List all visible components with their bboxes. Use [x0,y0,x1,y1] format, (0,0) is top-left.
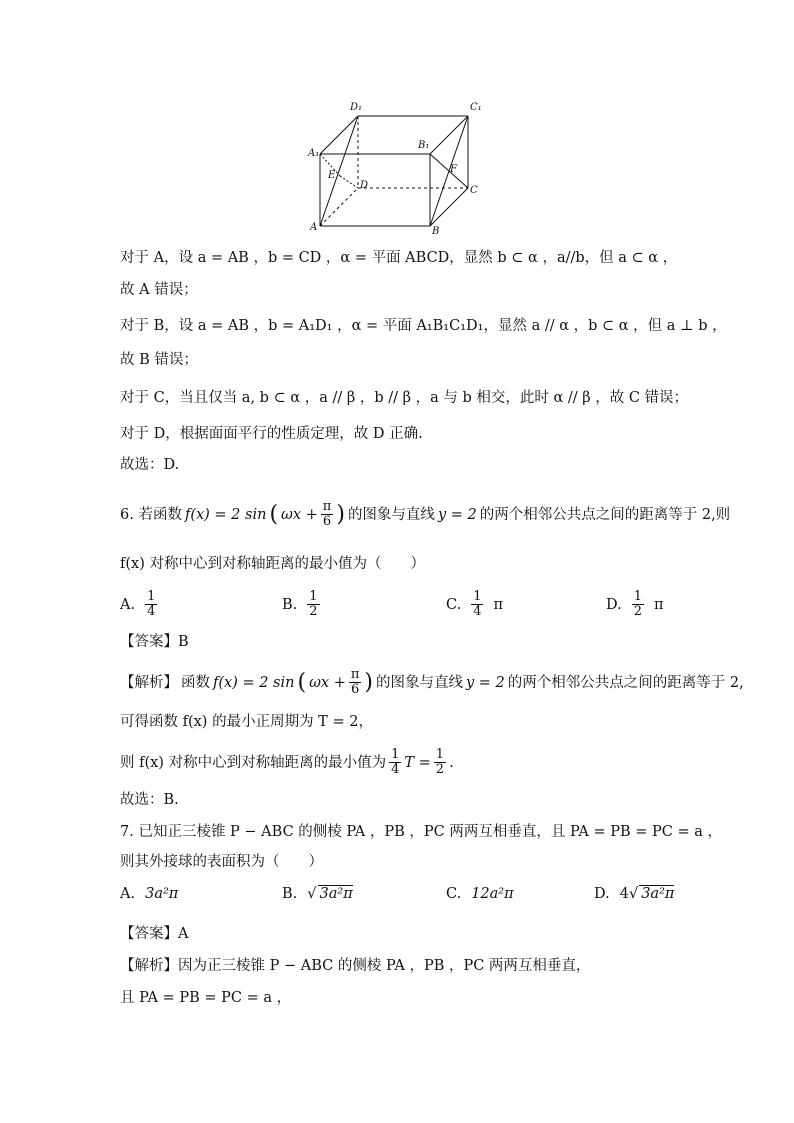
label-F: F [450,164,457,175]
cuboid-figure [300,98,500,238]
label-A: A [310,222,318,233]
q6-option-c: C. $\frac{1}{4}$ π [446,589,503,619]
q7-option-c: C. 12a²π [446,886,514,902]
q7-option-b: B. √ 3a²π [282,886,353,902]
q7-stem-line2: 则其外接球的表面积为（ ） [120,854,323,870]
label-D1: D₁ [350,102,363,113]
p5-option-b-conclusion: 故 B 错误； [120,352,198,368]
q6-option-b: B. $\frac{1}{2}$ [282,589,318,619]
q7-option-d: D. 4√ 3a²π [594,886,675,902]
q6-stem-line1: 6. 若函数 f(x) = 2 sin ( ωx + $\frac{\pi}{6}$ ) 的图象与直线 y = 2 的两个相邻公共点之间的距离等于 2,则 [120,499,731,529]
q7-options [120,886,680,914]
q7-answer: 【答案】A [120,926,189,942]
q6-analysis-line2: 可得函数 f(x) 的最小正周期为 T = 2， [120,714,373,730]
p5-option-a-text: 对于 A，设 a = AB ，b = CD ，α = 平面 ABCD，显然 b ⊂ α ，a//b，但 a ⊂ α ， [120,250,678,266]
label-B1: B₁ [418,140,430,151]
p5-option-d-text: 对于 D，根据面面平行的性质定理，故 D 正确. [120,426,423,442]
q7-option-a: A. 3a²π [120,886,179,902]
p5-option-c-text: 对于 C，当且仅当 a, b ⊂ α ，a // β ，b // β ，a 与 b 相交，此时 α // β ，故 C 错误； [120,390,689,406]
q6-option-d: D. $\frac{1}{2}$ π [606,589,664,619]
q6-pi-over-6: $\frac{\pi}{6}$ [322,499,332,529]
q6-options [120,590,680,618]
q7-stem-line1: 7. 已知正三棱锥 P − ABC 的侧棱 PA ，PB ，PC 两两互相垂直，且 PA = PB = PC = a ， [120,824,722,840]
q6-analysis-line1: 【解析】 函数 f(x) = 2 sin ( ωx + $\frac{\pi}{6}$ ) 的图象与直线 y = 2 的两个相邻公共点之间的距离等于 2, [120,667,744,697]
q6-analysis-line3: 则 f(x) 对称中心到对称轴距离的最小值为 $\frac{1}{4}$ T = $\frac{1}{2}$ . [120,747,454,777]
label-D: D [360,180,369,191]
p5-option-a-conclusion: 故 A 错误； [120,282,198,298]
q6-answer: 【答案】B [120,634,189,650]
q6-choose: 故选：B. [120,792,179,808]
label-B: B [432,226,440,237]
label-A1: A₁ [308,148,320,159]
label-C1: C₁ [470,102,482,113]
label-E: E [328,170,336,181]
label-C: C [470,185,478,196]
q6-stem-line2: f(x) 对称中心到对称轴距离的最小值为（ ） [120,556,425,572]
q7-analysis-line1: 【解析】因为正三棱锥 P − ABC 的侧棱 PA ，PB ，PC 两两互相垂直， [120,958,591,974]
p5-option-b-text: 对于 B，设 a = AB ，b = A₁D₁ ，α = 平面 A₁B₁C₁D₁，显然 a // α ，b ⊂ α ，但 a ⊥ b ， [120,318,727,334]
cuboid-diagram [300,98,500,238]
p5-choose: 故选：D. [120,457,180,473]
q7-analysis-line2: 且 PA = PB = PC = a ， [120,990,292,1006]
q6-option-a: A. $\frac{1}{4}$ [120,589,156,619]
